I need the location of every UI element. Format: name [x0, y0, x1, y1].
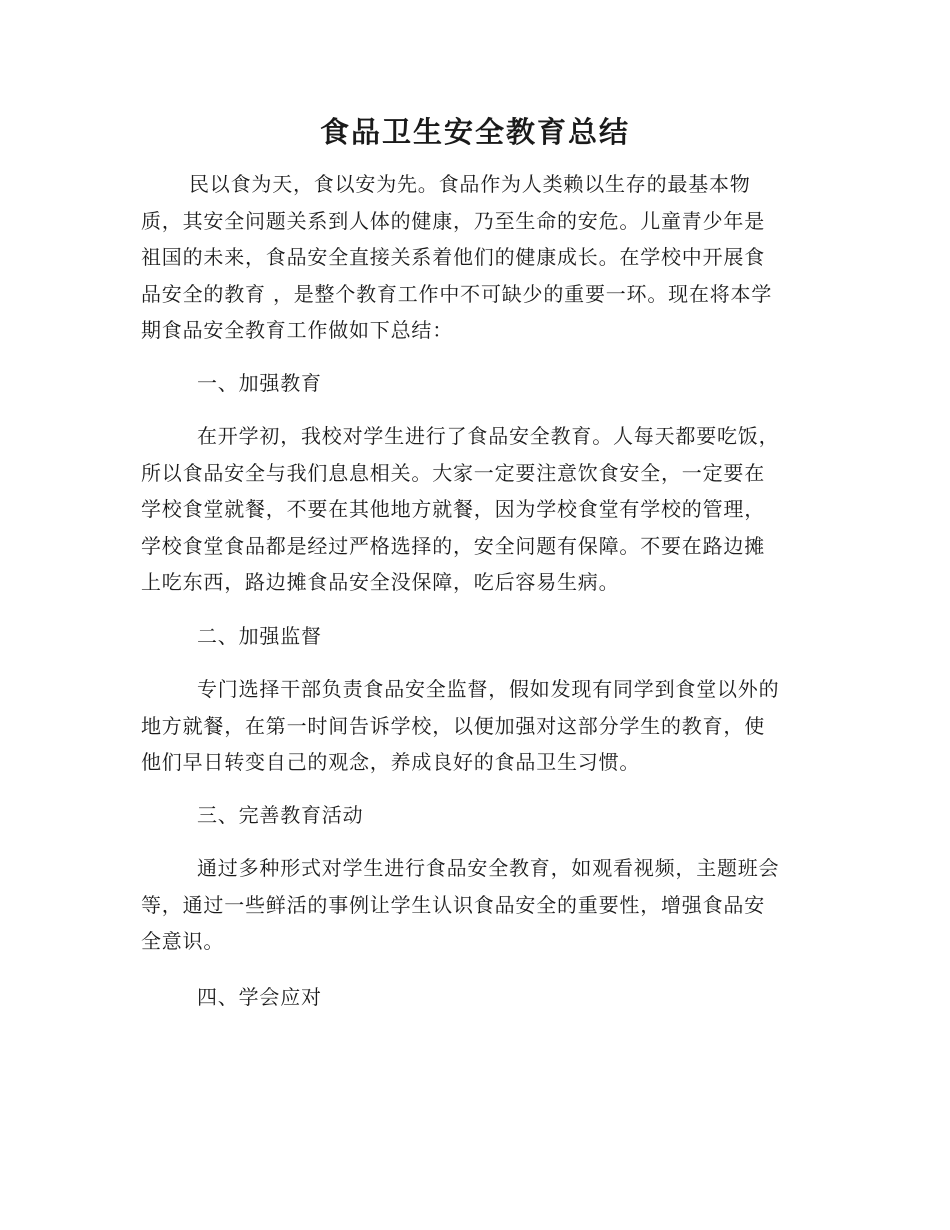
- section-3-line-3: 全意识。: [141, 929, 225, 953]
- section-2-line-2: 地方就餐，在第一时间告诉学校，以便加强对这部分学生的教育，使: [141, 713, 765, 738]
- intro-line-3: 祖国的未来，食品安全直接关系着他们的健康成长。在学校中开展食: [141, 245, 765, 269]
- document-title: 食品卫生安全教育总结: [319, 115, 630, 149]
- section-1-paragraph: [141, 418, 807, 601]
- section-3-paragraph: [141, 850, 807, 960]
- intro-line-4: 品安全的教育 ，是整个教育工作中不可缺少的重要一环。现在将本学: [141, 281, 773, 306]
- section-3-line-1: 通过多种形式对学生进行食品安全教育，如观看视频，主题班会: [197, 856, 780, 880]
- section-1-line-3: 学校食堂就餐，不要在其他地方就餐，因为学校食堂有学校的管理，: [141, 497, 765, 521]
- section-1-line-2: 所以食品安全与我们息息相关。大家一定要注意饮食安全，一定要在: [141, 460, 765, 485]
- section-1-heading: 一、加强教育: [197, 371, 322, 395]
- section-3-heading: 三、完善教育活动: [197, 803, 364, 827]
- section-1-line-4: 学校食堂食品都是经过严格选择的，安全问题有保障。不要在路边摊: [141, 533, 765, 558]
- section-2-heading: 二、加强监督: [197, 624, 322, 648]
- section-1-line-5: 上吃东西，路边摊食品安全没保障，吃后容易生病。: [141, 570, 620, 594]
- section-2-line-1: 专门选择干部负责食品安全监督，假如发现有同学到食堂以外的: [197, 677, 780, 701]
- intro-line-2: 质，其安全问题关系到人体的健康，乃至生命的安危。儿童青少年是: [141, 208, 765, 233]
- section-1-line-1: 在开学初，我校对学生进行了食品安全教育。人每天都要吃饭，: [197, 424, 780, 448]
- section-4-heading: 四、学会应对: [197, 985, 322, 1009]
- intro-paragraph: [141, 166, 807, 349]
- section-2-paragraph: [141, 671, 807, 781]
- section-2-line-3: 他们早日转变自己的观念，养成良好的食品卫生习惯。: [141, 750, 641, 774]
- section-3-line-2: 等，通过一些鲜活的事例让学生认识食品安全的重要性，增强食品安: [141, 892, 765, 917]
- intro-line-5: 期食品安全教育工作做如下总结：: [141, 318, 453, 342]
- intro-line-1: 民以食为天，食以安为先。食品作为人类赖以生存的最基本物: [189, 172, 751, 196]
